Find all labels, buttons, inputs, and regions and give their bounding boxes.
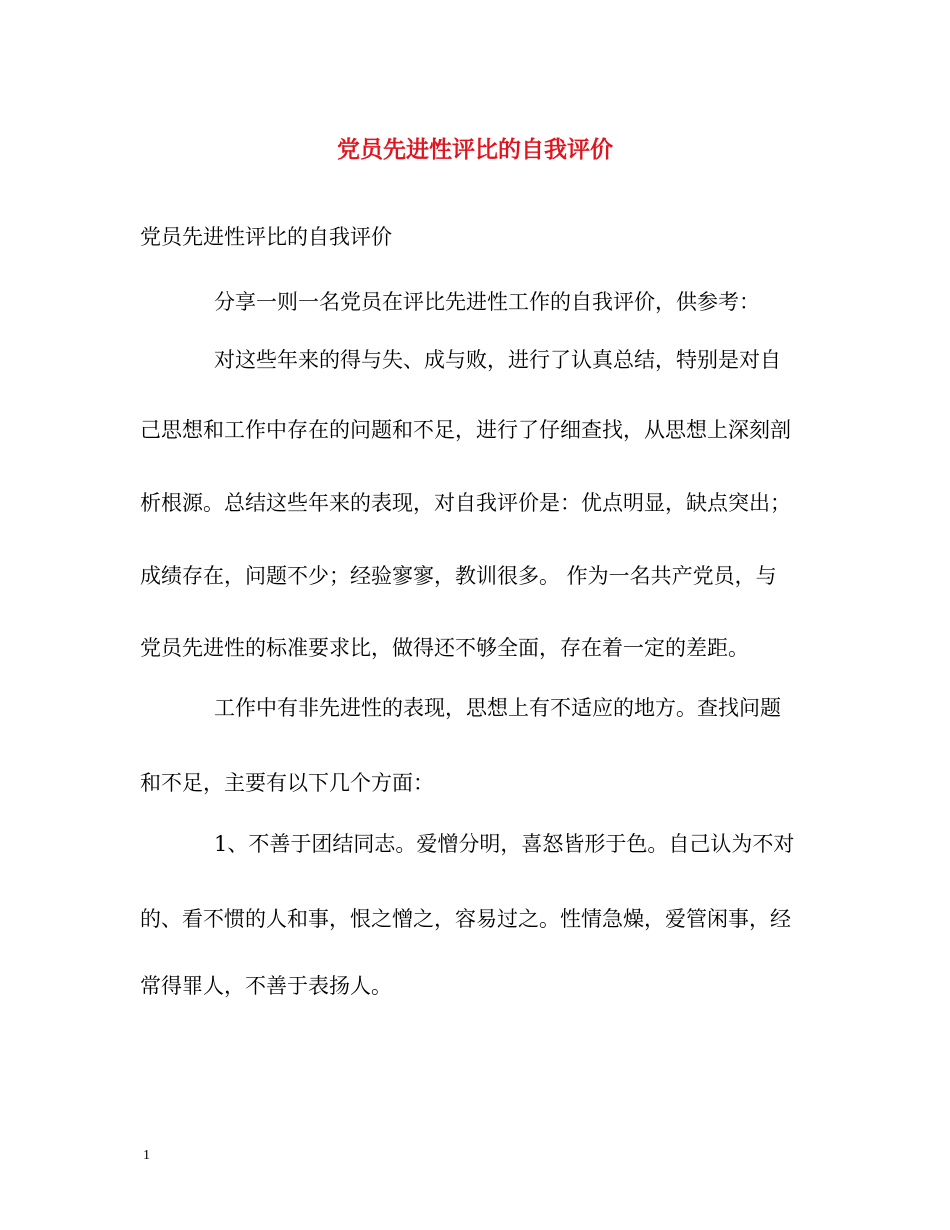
paragraph-line: 对这些年来的得与失、成与败，进行了认真总结，特别是对自	[214, 348, 781, 372]
list-item-line: 的、看不惯的人和事，恨之憎之，容易过之。性情急燥，爱管闲事，经	[140, 907, 791, 931]
page-number: 1	[143, 1148, 150, 1163]
document-subtitle-line: 党员先进性评比的自我评价	[140, 225, 392, 249]
paragraph-line: 工作中有非先进性的表现，思想上有不适应的地方。查找问题	[214, 696, 781, 720]
document-title: 党员先进性评比的自我评价	[337, 136, 613, 163]
paragraph-line: 党员先进性的标准要求比，做得还不够全面，存在着一定的差距。	[140, 636, 749, 660]
paragraph-line: 己思想和工作中存在的问题和不足，进行了仔细查找，从思想上深刻剖	[140, 418, 791, 442]
paragraph-line: 析根源。总结这些年来的表现，对自我评价是：优点明显，缺点突出；	[140, 491, 791, 515]
paragraph-line: 成绩存在，问题不少；经验寥寥，教训很多。 作为一名共产党员，与	[140, 564, 777, 588]
intro-line: 分享一则一名党员在评比先进性工作的自我评价，供参考：	[214, 290, 760, 314]
list-item-line: 常得罪人，不善于表扬人。	[140, 974, 392, 998]
paragraph-line: 和不足，主要有以下几个方面：	[140, 771, 434, 795]
list-item-line: 1、不善于团结同志。爱憎分明，喜怒皆形于色。自己认为不对	[214, 832, 795, 856]
